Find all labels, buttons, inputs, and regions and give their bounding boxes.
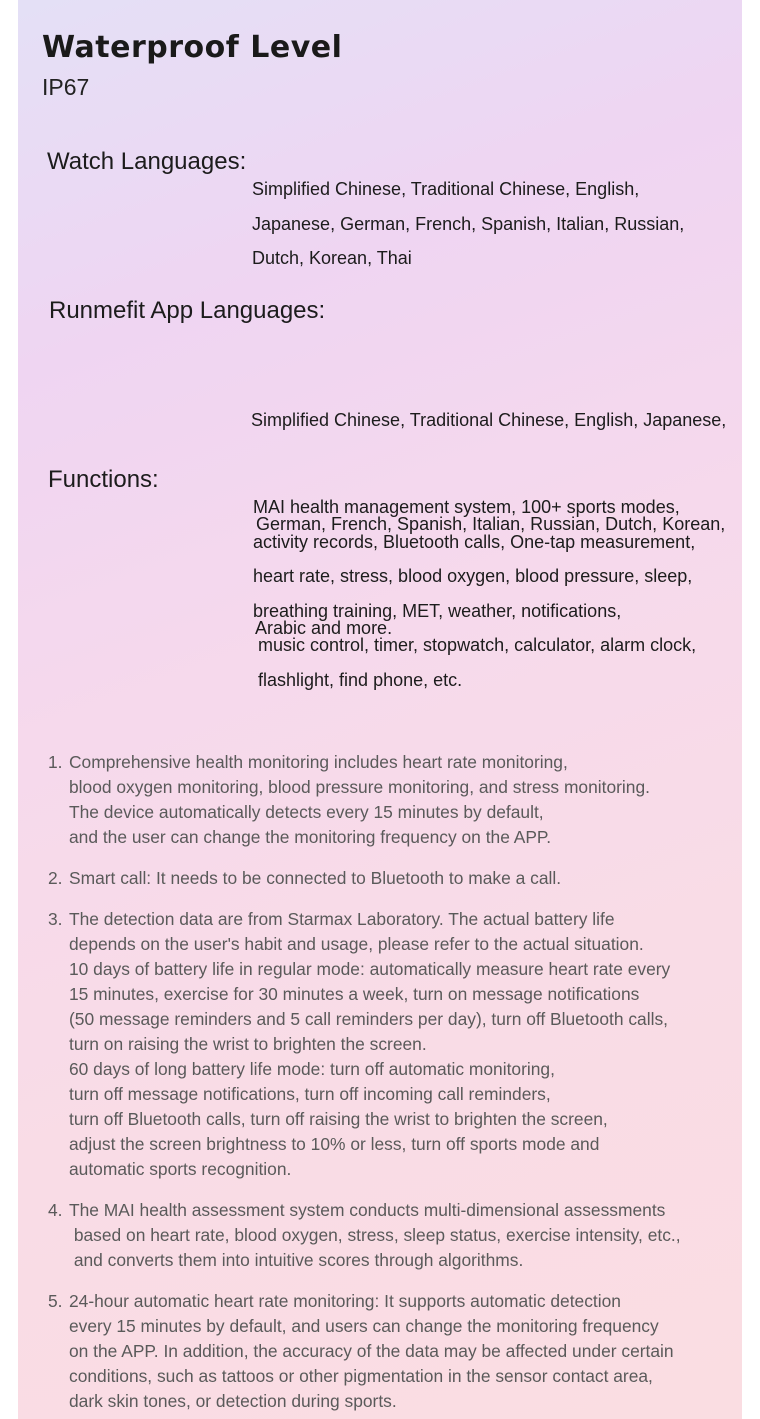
note-line: and the user can change the monitoring frequency on the APP. [69, 827, 552, 847]
watch-languages-line: Simplified Chinese, Traditional Chinese, English, [252, 179, 640, 199]
note-body [69, 1289, 674, 1414]
app-languages-line: Simplified Chinese, Traditional Chinese, English, Japanese, [251, 410, 727, 431]
functions-line: breathing training, MET, weather, notifications, [253, 600, 622, 621]
note-item [48, 1289, 728, 1414]
watch-languages-line: Japanese, German, French, Spanish, Italian, Russian, [252, 213, 685, 234]
note-line: Smart call: It needs to be connected to Bluetooth to make a call. [69, 868, 562, 888]
note-line: on the APP. In addition, the accuracy of the data may be affected under certain [69, 1341, 674, 1361]
note-item [48, 1198, 728, 1273]
note-line: turn off message notifications, turn off incoming call reminders, [69, 1084, 551, 1104]
functions-line: heart rate, stress, blood oxygen, blood pressure, sleep, [253, 566, 693, 587]
note-line: The device automatically detects every 15 minutes by default, [69, 802, 544, 822]
note-line: (50 message reminders and 5 call reminders per day), turn off Bluetooth calls, [69, 1009, 668, 1029]
waterproof-value: IP67 [42, 74, 90, 100]
functions-heading: Functions: [48, 466, 159, 493]
note-line: 15 minutes, exercise for 30 minutes a week, turn on message notifications [69, 984, 640, 1004]
watch-languages-line: Dutch, Korean, Thai [252, 248, 412, 269]
watch-languages-heading: Watch Languages: [47, 148, 247, 175]
note-line: and converts them into intuitive scores through algorithms. [69, 1250, 524, 1270]
note-line: Comprehensive health monitoring includes heart rate monitoring, [69, 752, 568, 772]
note-number: 2. [48, 868, 63, 888]
note-line: depends on the user's habit and usage, please refer to the actual situation. [69, 934, 644, 954]
note-item [48, 750, 728, 850]
spec-panel [18, 0, 742, 1419]
functions-line: activity records, Bluetooth calls, One-tap measurement, [253, 531, 696, 552]
note-line: conditions, such as tattoos or other pigmentation in the sensor contact area, [69, 1366, 653, 1386]
note-line: turn off Bluetooth calls, turn off raising the wrist to brighten the screen, [69, 1109, 608, 1129]
app-languages-line: Arabic and more. [251, 617, 393, 638]
functions-list [253, 490, 696, 698]
note-line: blood oxygen monitoring, blood pressure monitoring, and stress monitoring. [69, 777, 650, 797]
functions-line: MAI health management system, 100+ sports modes, [253, 497, 680, 517]
note-number: 3. [48, 909, 63, 929]
note-number: 1. [48, 752, 63, 772]
note-line: automatic sports recognition. [69, 1159, 292, 1179]
note-line: every 15 minutes by default, and users can change the monitoring frequency [69, 1316, 659, 1336]
functions-line: music control, timer, stopwatch, calculator, alarm clock, [253, 635, 697, 656]
functions-line: flashlight, find phone, etc. [253, 669, 463, 690]
note-line: dark skin tones, or detection during sports. [69, 1391, 397, 1411]
note-number: 4. [48, 1200, 63, 1220]
note-line: The MAI health assessment system conducts multi-dimensional assessments [69, 1200, 666, 1220]
app-languages-line: German, French, Spanish, Italian, Russian, Dutch, Korean, [251, 513, 726, 534]
watch-languages-list [252, 172, 684, 276]
note-line: The detection data are from Starmax Laboratory. The actual battery life [69, 909, 615, 929]
note-body [69, 907, 670, 1182]
note-number: 5. [48, 1291, 63, 1311]
notes-list [48, 750, 728, 1419]
note-body [69, 1198, 681, 1273]
note-body [69, 866, 561, 891]
note-item [48, 866, 728, 891]
note-item [48, 907, 728, 1182]
app-languages-heading: Runmefit App Languages: [49, 297, 326, 324]
note-line: 24-hour automatic heart rate monitoring: It supports automatic detection [69, 1291, 621, 1311]
note-line: adjust the screen brightness to 10% or less, turn off sports mode and [69, 1134, 600, 1154]
note-line: based on heart rate, blood oxygen, stress, sleep status, exercise intensity, etc., [69, 1225, 681, 1245]
note-line: 60 days of long battery life mode: turn off automatic monitoring, [69, 1059, 555, 1079]
note-line: 10 days of battery life in regular mode: automatically measure heart rate every [69, 959, 671, 979]
note-line: turn on raising the wrist to brighten the screen. [69, 1034, 427, 1054]
note-body [69, 750, 650, 850]
waterproof-title: Waterproof Level [42, 30, 343, 65]
